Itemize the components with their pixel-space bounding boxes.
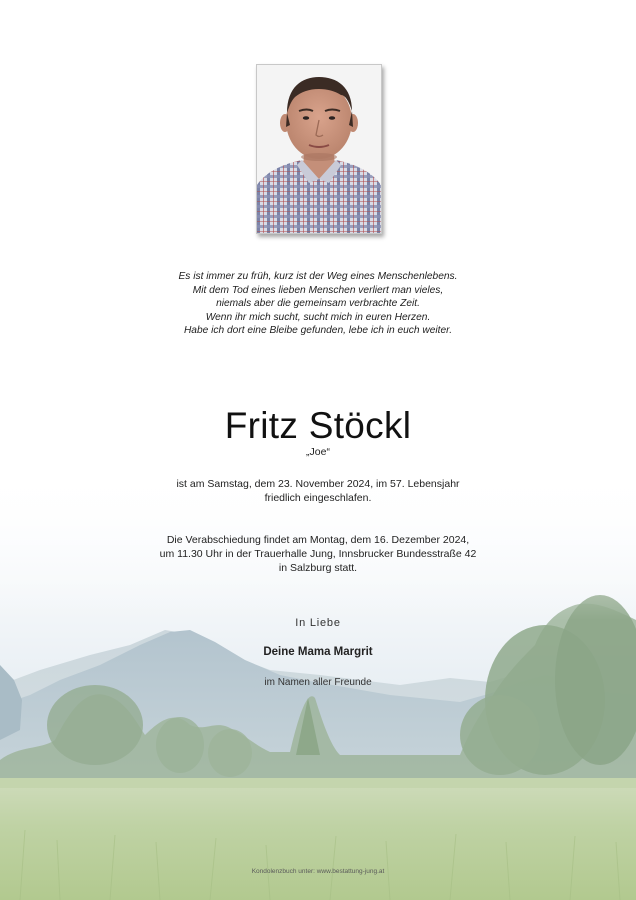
death-notice — [0, 477, 636, 505]
in-liebe-text: In Liebe — [295, 617, 341, 629]
poem-line: Habe ich dort eine Bleibe gefunden, lebe ich in euch weiter. — [183, 325, 453, 337]
service-line: um 11.30 Uhr in der Trauerhalle Jung, Innsbrucker Bundesstraße 42 — [159, 548, 477, 560]
death-notice-line: friedlich eingeschlafen. — [264, 492, 372, 504]
poem-line: Wenn ihr mich sucht, sucht mich in euren Herzen. — [205, 311, 431, 323]
condolence-book-link[interactable]: Kondolenzbuch unter: www.bestattung-jung.at — [251, 868, 385, 875]
portrait-photo — [256, 64, 382, 234]
poem-line: Es ist immer zu früh, kurz ist der Weg eines Menschenlebens. — [178, 271, 458, 282]
death-notice-line: ist am Samstag, dem 23. November 2024, im 57. Lebensjahr — [176, 478, 460, 490]
portrait-image — [257, 65, 381, 233]
service-line: in Salzburg statt. — [278, 562, 358, 574]
service-line: Die Verabschiedung findet am Montag, dem 16. Dezember 2024, — [166, 534, 470, 546]
memorial-poem — [0, 270, 636, 338]
deceased-name: Fritz Stöckl — [224, 405, 412, 446]
mourner-name: Deine Mama Margrit — [263, 646, 373, 658]
poem-line: Mit dem Tod eines lieben Menschen verliert man vieles, — [192, 284, 444, 296]
on-behalf-text: im Namen aller Freunde — [264, 677, 372, 688]
deceased-nickname: „Joe“ — [306, 446, 330, 458]
poem-line: niemals aber die gemeinsam verbrachte Zeit. — [216, 298, 420, 310]
farewell-service-info — [0, 533, 636, 575]
